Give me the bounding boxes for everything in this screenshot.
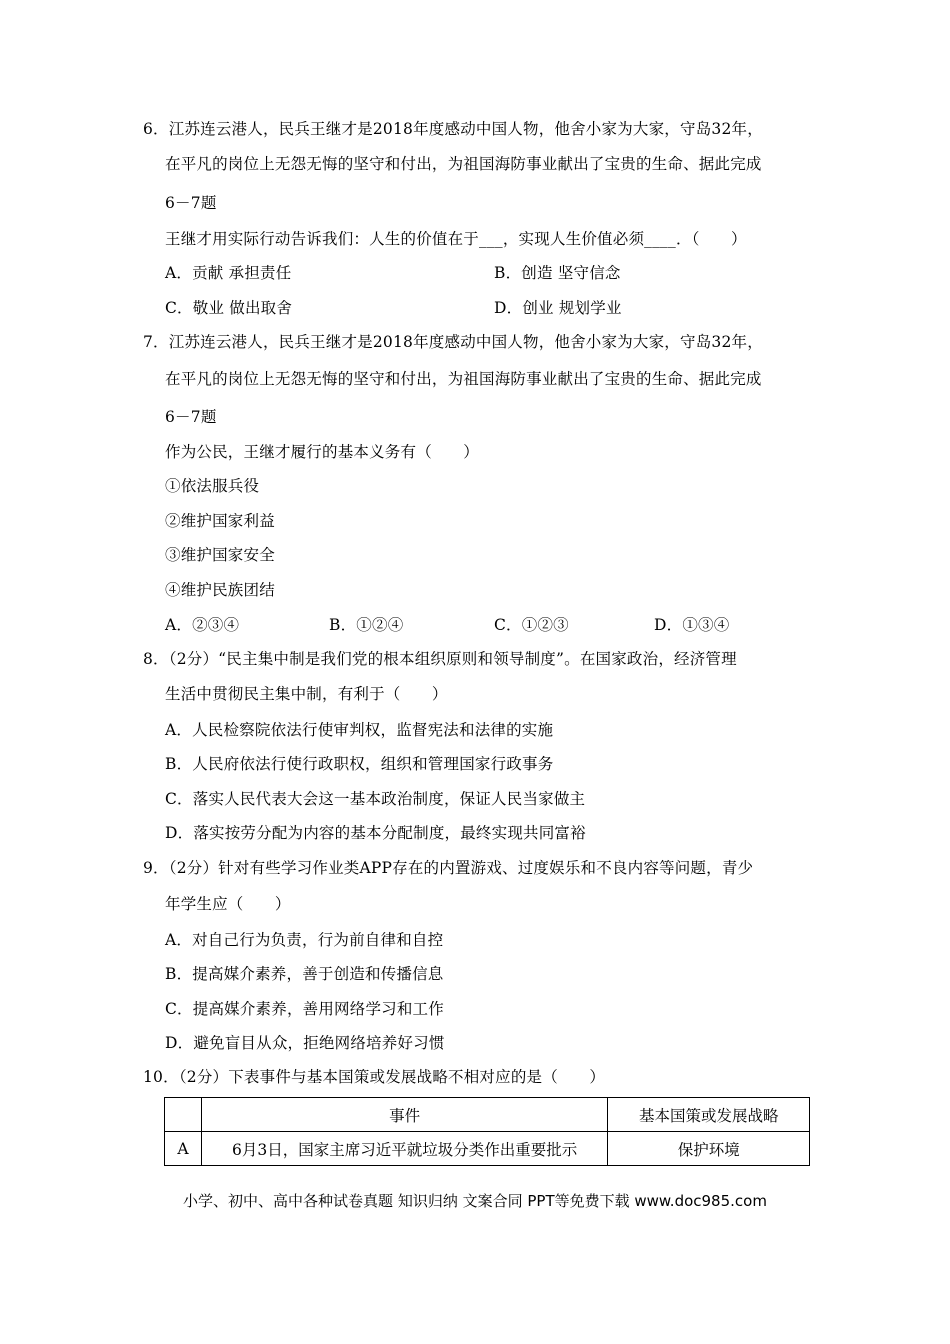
q7-item-2: ②维护国家利益 <box>165 512 275 530</box>
q6-line-3: 6－7题 <box>165 194 217 212</box>
q10-line-1: 10．（2分）下表事件与基本国策或发展战略不相对应的是（ ） <box>143 1068 606 1086</box>
q8-line-2: 生活中贯彻民主集中制，有利于（ ） <box>165 685 448 703</box>
table-cell: 6月3日，国家主席习近平就垃圾分类作出重要批示 <box>201 1132 608 1166</box>
events-table <box>164 1097 810 1166</box>
q7-stem: 作为公民，王继才履行的基本义务有（ ） <box>165 443 480 461</box>
q8-option-d: D．落实按劳分配为内容的基本分配制度，最终实现共同富裕 <box>165 824 586 842</box>
q8-option-c: C．落实人民代表大会这一基本政治制度，保证人民当家做主 <box>165 790 586 808</box>
q7-item-1: ①依法服兵役 <box>165 477 260 495</box>
q9-option-b: B．提高媒介素养，善于创造和传播信息 <box>165 965 444 983</box>
q7-line-3: 6－7题 <box>165 408 217 426</box>
q9-option-a: A．对自己行为负责，行为前自律和自控 <box>165 931 444 949</box>
q6-stem: 王继才用实际行动告诉我们：人生的价值在于___，实现人生价值必须____．（ ） <box>165 230 747 248</box>
table-header-row <box>165 1098 810 1132</box>
q7-option-c: C．①②③ <box>494 616 569 634</box>
q8-option-a: A．人民检察院依法行使审判权，监督宪法和法律的实施 <box>165 721 554 739</box>
table-cell: 保护环境 <box>608 1132 810 1166</box>
q9-line-1: 9．（2分）针对有些学习作业类APP存在的内置游戏、过度娱乐和不良内容等问题，青少 <box>143 859 754 877</box>
q6-option-d: D．创业 规划学业 <box>494 299 622 317</box>
table-row <box>165 1132 810 1166</box>
table-cell: A <box>165 1132 202 1166</box>
q6-line-2: 在平凡的岗位上无怨无悔的坚守和付出，为祖国海防事业献出了宝贵的生命、据此完成 <box>165 155 762 173</box>
q7-item-3: ③维护国家安全 <box>165 546 275 564</box>
table-header-cell: 事件 <box>201 1098 608 1132</box>
q7-line-2: 在平凡的岗位上无怨无悔的坚守和付出，为祖国海防事业献出了宝贵的生命、据此完成 <box>165 370 762 388</box>
q9-line-2: 年学生应（ ） <box>165 895 291 913</box>
q7-option-a: A．②③④ <box>165 616 240 634</box>
table-header-cell: 基本国策或发展战略 <box>608 1098 810 1132</box>
q7-item-4: ④维护民族团结 <box>165 581 275 599</box>
q9-option-d: D．避免盲目从众，拒绝网络培养好习惯 <box>165 1034 445 1052</box>
q6-option-a: A．贡献 承担责任 <box>165 264 292 282</box>
q9-option-c: C．提高媒介素养，善用网络学习和工作 <box>165 1000 444 1018</box>
q7-option-d: D．①③④ <box>654 616 730 634</box>
q6-line-1: 6．江苏连云港人，民兵王继才是2018年度感动中国人物，他舍小家为大家，守岛32年， <box>143 120 763 138</box>
q6-option-b: B．创造 坚守信念 <box>494 264 621 282</box>
q6-option-c: C．敬业 做出取舍 <box>165 299 293 317</box>
table-header-cell <box>165 1098 202 1132</box>
q8-line-1: 8．（2分）“民主集中制是我们党的根本组织原则和领导制度”。在国家政治，经济管理 <box>143 650 737 668</box>
q7-option-b: B．①②④ <box>329 616 404 634</box>
q7-line-1: 7．江苏连云港人，民兵王继才是2018年度感动中国人物，他舍小家为大家，守岛32年， <box>143 333 763 351</box>
page-footer: 小学、初中、高中各种试卷真题 知识归纳 文案合同 PPT等免费下载 www.doc985.com <box>183 1192 767 1210</box>
q8-option-b: B．人民府依法行使行政职权，组织和管理国家行政事务 <box>165 755 554 773</box>
